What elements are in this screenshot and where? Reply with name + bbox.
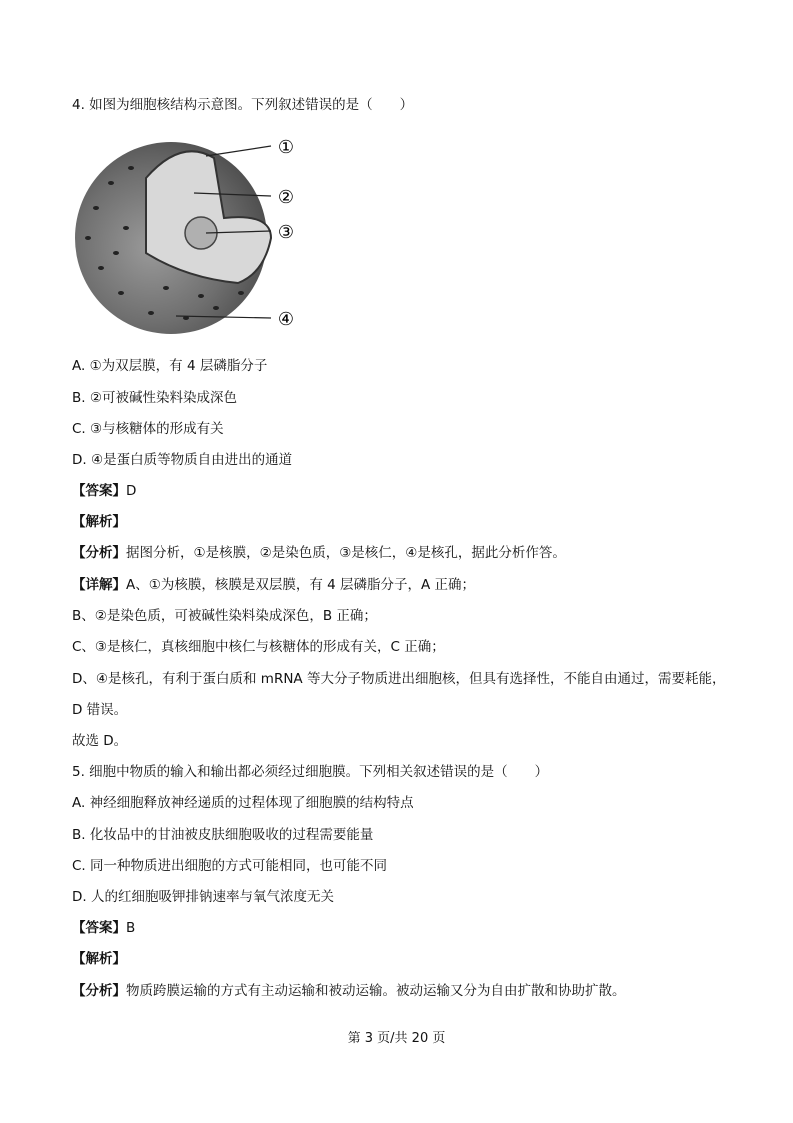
q5-option-a: A. 神经细胞释放神经递质的过程体现了细胞膜的结构特点 — [72, 795, 414, 811]
q4-stem: 4. 如图为细胞核结构示意图。下列叙述错误的是（ ） — [72, 97, 414, 113]
q4-answer — [72, 482, 136, 500]
cell-nucleus-diagram — [66, 128, 316, 338]
q4-conclusion: 故选 D。 — [72, 733, 128, 749]
q4-detail-b: B、②是染色质，可被碱性染料染成深色，B 正确； — [72, 608, 377, 624]
q4-option-b: B. ②可被碱性染料染成深色 — [72, 390, 237, 406]
q5-option-c: C. 同一种物质进出细胞的方式可能相同，也可能不同 — [72, 858, 388, 874]
figure-label-4: ④ — [277, 309, 295, 330]
answer-value: D — [126, 483, 137, 499]
q4-option-a: A. ①为双层膜，有 4 层磷脂分子 — [72, 358, 268, 374]
figure-label-2: ② — [277, 187, 295, 208]
q5-option-b: B. 化妆品中的甘油被皮肤细胞吸收的过程需要能量 — [72, 827, 374, 843]
q4-analysis — [72, 544, 566, 562]
q5-answer — [72, 919, 135, 937]
page-footer: 第 3 页/共 20 页 — [347, 1031, 446, 1046]
answer-tag: 【答案】 — [72, 483, 126, 499]
detail-tag: 【详解】 — [72, 577, 126, 593]
analysis-tag: 【分析】 — [72, 545, 126, 561]
q5-option-d: D. 人的红细胞吸钾排钠速率与氧气浓度无关 — [72, 889, 334, 905]
figure-label-3: ③ — [277, 222, 295, 243]
q5-stem: 5. 细胞中物质的输入和输出都必须经过细胞膜。下列相关叙述错误的是（ ） — [72, 764, 549, 780]
answer-value: B — [126, 920, 136, 936]
answer-tag: 【答案】 — [72, 920, 126, 936]
analysis-text: 物质跨膜运输的方式有主动运输和被动运输。被动运输又分为自由扩散和协助扩散。 — [126, 983, 626, 999]
q4-option-c: C. ③与核糖体的形成有关 — [72, 421, 224, 437]
figure-label-1: ① — [277, 137, 295, 158]
analysis-text: 据图分析，①是核膜，②是染色质，③是核仁，④是核孔，据此分析作答。 — [126, 545, 566, 561]
q4-detail-c: C、③是核仁，真核细胞中核仁与核糖体的形成有关，C 正确； — [72, 639, 445, 655]
q5-analysis-title: 【解析】 — [72, 951, 126, 967]
analysis-tag: 【分析】 — [72, 983, 126, 999]
q4-option-d: D. ④是蛋白质等物质自由进出的通道 — [72, 452, 293, 468]
q5-analysis — [72, 982, 626, 1000]
q4-detail-d: D、④是核孔，有利于蛋白质和 mRNA 等大分子物质进出细胞核，但具有选择性，不能自由通过，需要耗能，D 错误。 — [72, 671, 726, 718]
detail-a-text: A、①为核膜，核膜是双层膜，有 4 层磷脂分子，A 正确； — [126, 577, 476, 593]
q4-analysis-title: 【解析】 — [72, 514, 126, 530]
q4-detail-a — [72, 576, 475, 594]
